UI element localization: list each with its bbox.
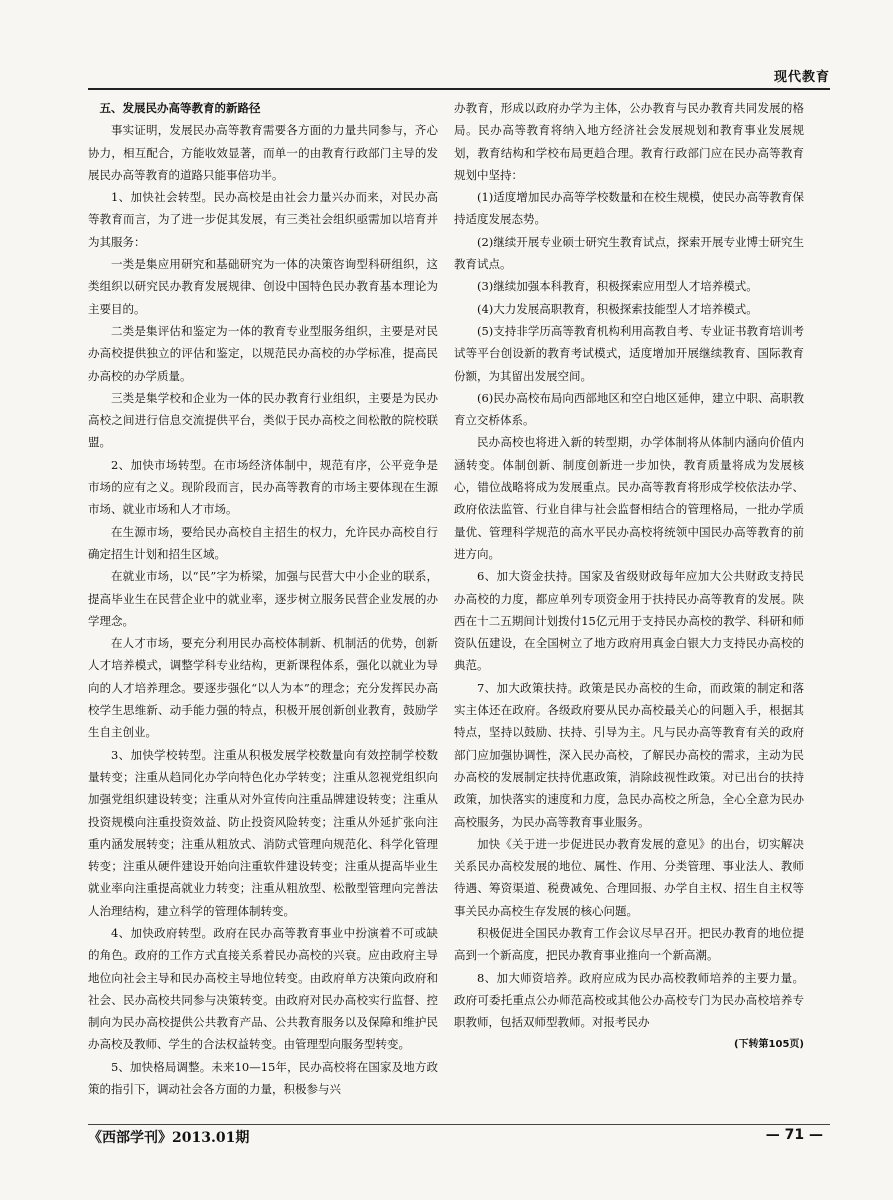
paragraph: 三类是集学校和企业为一体的民办教育行业组织，主要是为民办高校之间进行信息交流提供平台，类似于民办高校之间松散的院校联盟。: [88, 390, 438, 450]
paragraph: 二类是集评估和鉴定为一体的教育专业型服务组织，主要是对民办高校提供独立的评估和鉴定，以规范民办高校的办学标准，提高民办高校的办学质量。: [88, 323, 438, 383]
paragraph: (3)继续加强本科教育，积极探索应用型人才培养模式。: [477, 279, 758, 294]
left-column: [88, 97, 438, 1100]
paragraph: 在生源市场，要给民办高校自主招生的权力，允许民办高校自行确定招生计划和招生区域。: [88, 524, 438, 561]
paragraph: 积极促进全国民办教育工作会议尽早召开。把民办教育的地位提高到一个新高度，把民办教育事业推向一个新高潮。: [454, 925, 804, 963]
paragraph: 加快《关于进一步促进民办教育发展的意见》的出台，切实解决关系民办高校发展的地位、属性、作用、分类管理、事业法人、教师待遇、筹资渠道、税费减免、合理回报、办学自主权、招生自主权等事关民办高校生存发展的核心问题。: [454, 836, 804, 918]
paragraph: 4、加快政府转型。政府在民办高等教育事业中扮演着不可或缺的角色。政府的工作方式直接关系着民办高校的兴衰。应由政府主导地位向社会主导和民办高校主导地位转变。由政府单方决策向政府和社会、民办高校共同参与决策转变。由政府对民办高校实行监督、控制向为民办高校提供公共教育产品、公共教育服务以及保障和维护民办高校及教师、学生的合法权益转变。由管理型向服务型转变。: [88, 925, 438, 1052]
paragraph: 3、加快学校转型。注重从积极发展学校数量向有效控制学校数量转变；注重从趋同化办学向特色化办学转变；注重从忽视党组织向加强党组织建设转变；注重从对外宣传向注重品牌建设转变；注重从投资规模向注重投资效益、防止投资风险转变；注重从外延扩张向注重内涵发展转变；注重从粗放式、消防式管理向规范化、科学化管理转变；注重从硬件建设开始向注重软件建设转变；注重从提高毕业生就业率向注重提高就业力转变；注重从粗放型、松散型管理向完善法人治理结构，建立科学的管理体制转变。: [88, 747, 438, 918]
paragraph: 6、加大资金扶持。国家及省级财政每年应加大公共财政支持民办高校的力度，都应单列专项资金用于扶持民办高等教育的发展。陕西在十二五期间计划拨付15亿元用于支持民办高校的教学、科研和师资队伍建设，在全国树立了地方政府用真金白银大力支持民办高校的典范。: [454, 569, 804, 673]
continuation-note: (下转第105页): [733, 1039, 804, 1051]
paragraph: 8、加大师资培养。政府应成为民办高校教师培养的主要力量。政府可委托重点公办师范高校或其他公办高校专门为民办高校培养专职教师，包括双师型教师。对报考民办: [454, 970, 804, 1030]
paragraph: (1)适度增加民办高等学校数量和在校生规模，使民办高等教育保持适度发展态势。: [454, 190, 804, 227]
page-number: — 71 —: [765, 1127, 823, 1143]
paragraph: 在就业市场，以“民”字为桥梁，加强与民营大中小企业的联系，提高毕业生在民营企业中的就业率，逐步树立服务民营企业发展的办学理念。: [88, 569, 438, 628]
paragraph: (2)继续开展专业硕士研究生教育试点，探索开展专业博士研究生教育试点。: [454, 234, 804, 272]
header-rule: [88, 88, 830, 90]
paragraph: (4)大力发展高职教育，积极探索技能型人才培养模式。: [477, 301, 758, 316]
paragraph: 在人才市场，要充分利用民办高校体制新、机制活的优势，创新人才培养模式，调整学科专业结构，更新课程体系，强化以就业为导向的人才培养理念。要逐步强化“以人为本”的理念；充分发挥民办高校学生思维新、动手能力强的特点，积极开展创新创业教育，鼓励学生自主创业。: [88, 636, 438, 740]
journal-name: 《西部学刊》2013.01期: [88, 1130, 250, 1146]
paragraph: 一类是集应用研究和基础研究为一体的决策咨询型科研组织，这类组织以研究民办教育发展规律、创设中国特色民办教育基本理论为主要目的。: [88, 257, 438, 316]
paragraph: 事实证明，发展民办高等教育需要各方面的力量共同参与，齐心协力，相互配合，方能收效显著，而单一的由教育行政部门主导的发展民办高等教育的道路只能事倍功半。: [88, 123, 438, 182]
paragraph: 5、加快格局调整。未来10—15年，民办高校将在国家及地方政策的指引下，调动社会各方面的力量，积极参与兴: [88, 1059, 438, 1097]
paragraph: 办教育，形成以政府办学为主体，公办教育与民办教育共同发展的格局。民办高等教育将纳入地方经济社会发展规划和教育事业发展规划，教育结构和学校布局更趋合理。教育行政部门应在民办高等教育规划中坚持：: [454, 101, 804, 182]
section-label: 现代教育: [773, 70, 830, 85]
paragraph: 2、加快市场转型。在市场经济体制中，规范有序，公平竞争是市场的应有之义。现阶段而言，民办高等教育的市场主要体现在生源市场、就业市场和人才市场。: [88, 457, 438, 517]
right-column: [454, 97, 804, 1057]
footer-rule: [88, 1124, 830, 1125]
paragraph: (5)支持非学历高等教育机构利用高教自考、专业证书教育培训考试等平台创设新的教育考试模式，适度增加开展继续教育、国际教育份额，为其留出发展空间。: [454, 323, 804, 383]
paragraph: 民办高校也将进入新的转型期，办学体制将从体制内涵向价值内涵转变。体制创新、制度创新进一步加快，教育质量将成为发展核心，错位战略将成为发展重点。民办高等教育将形成学校依法办学、政府依法监管、行业自律与社会监督相结合的管理格局，一批办学质量优、管理科学规范的高水平民办高校将统领中国民办高等教育的前进方向。: [454, 435, 804, 561]
paragraph: 1、加快社会转型。民办高校是由社会力量兴办而来，对民办高等教育而言，为了进一步促其发展，有三类社会组织亟需加以培育并为其服务：: [88, 190, 438, 249]
section-heading: 五、发展民办高等教育的新路径: [99, 101, 261, 115]
paragraph: (6)民办高校布局向西部地区和空白地区延伸，建立中职、高职教育立交桥体系。: [454, 390, 804, 428]
paragraph: 7、加大政策扶持。政策是民办高校的生命，而政策的制定和落实主体还在政府。各级政府要从民办高校最关心的问题入手，根据其特点，坚持以鼓励、扶持、引导为主。凡与民办高等教育有关的政府部门应加强协调性，深入民办高校，了解民办高校的需求，主动为民办高校的发展制定扶持优惠政策，消除歧视性政策。对已出台的扶持政策，加快落实的速度和力度，急民办高校之所急，全心全意为民办高校服务，为民办高等教育事业服务。: [454, 680, 804, 829]
